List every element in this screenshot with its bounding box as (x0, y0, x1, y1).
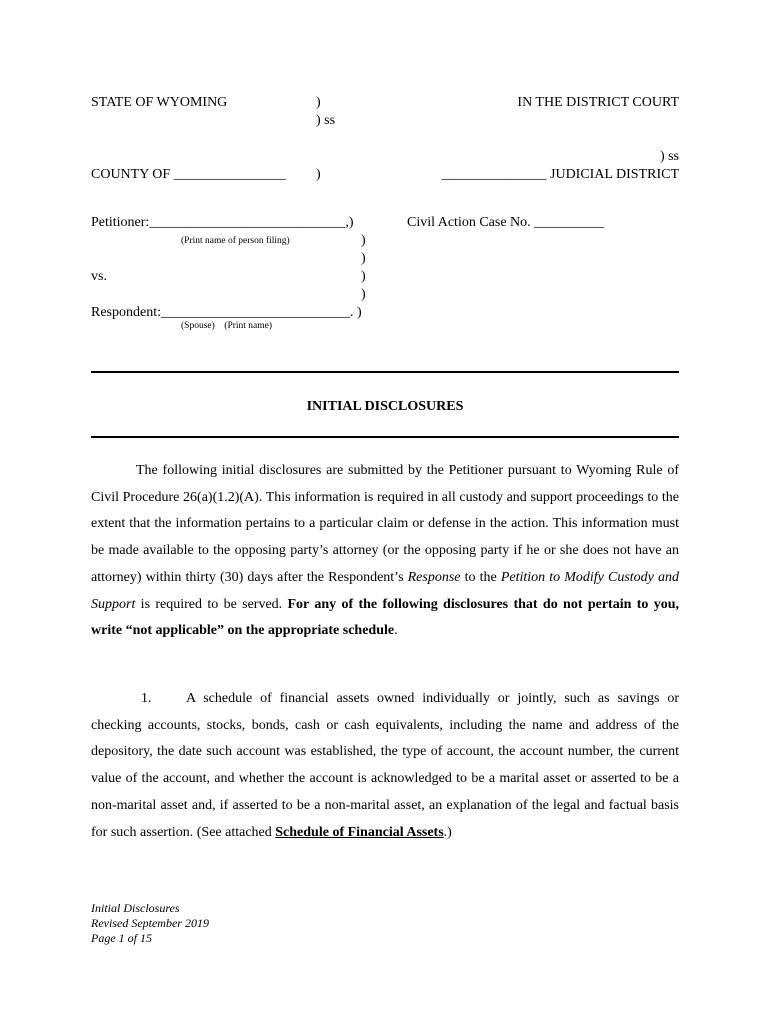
court-label: IN THE DISTRICT COURT (517, 95, 679, 110)
footer-page-number: Page 1 of 15 (91, 931, 152, 945)
footer-doc-name: Initial Disclosures (91, 901, 180, 915)
state-label: STATE OF WYOMING (91, 95, 228, 110)
item-1-end: .) (443, 824, 452, 840)
respondent-line: Respondent:___________________________. ) (91, 305, 362, 320)
footer-revision: Revised September 2019 (91, 916, 209, 930)
caption-paren: ) (361, 269, 366, 284)
item-1-paragraph (91, 686, 679, 846)
schedule-financial-assets-ref: Schedule of Financial Assets (275, 824, 444, 840)
item-1-text: A schedule of financial assets owned individually or jointly, such as savings or checking accounts, stocks, bonds, cash or cash equivalents, including the name and address of the depository, the date such account was established, the type of account, the account number, the current value of the account, and whether the account is acknowledged to be a marital asset or asserted to be a non-marital asset and, if asserted to be a non-marital asset, an explanation of the legal and factual basis for such assertion. (See attached (91, 691, 679, 840)
intro-paragraph (91, 458, 679, 645)
caption-paren: ) (316, 167, 321, 182)
page-footer (91, 901, 209, 946)
intro-response: Response (407, 569, 461, 585)
intro-text: The following initial disclosures are submitted by the Petitioner pursuant to Wyoming Rule of Civil Procedure 26(a)(1.2)(A). This information is required in all custody and support proceedings to the extent that the information pertains to a particular claim or defense in the action. This information must be made available to the opposing party’s attorney (or the opposing party if he or she does not have an attorney) within thirty (30) days after the Respondent’s (91, 463, 679, 585)
intro-end: . (394, 623, 398, 639)
respondent-note: (Spouse) (Print name) (181, 321, 273, 331)
top-rule (91, 371, 679, 373)
bottom-rule (91, 436, 679, 438)
judicial-district-label: _______________ JUDICIAL DISTRICT (441, 167, 679, 182)
document-title: INITIAL DISCLOSURES (306, 399, 464, 414)
intro-bold-instruction: For any of the following disclosures that do not pertain to you, write “not applicable” on the appropriate schedule (91, 596, 680, 639)
caption-ss: ) ss (659, 149, 679, 164)
caption-paren: ) (361, 287, 366, 302)
intro-after: is required to be served. (135, 596, 283, 612)
caption-paren: ) (361, 251, 366, 266)
intro-petition: Petition to Modify Custody and Support (91, 569, 679, 612)
caption-ss: ) ss (316, 113, 336, 128)
petitioner-note: (Print name of person filing) (181, 236, 290, 246)
case-number-label: Civil Action Case No. __________ (407, 215, 605, 230)
county-label: COUNTY OF ________________ (91, 167, 286, 182)
vs-label: vs. (91, 269, 107, 284)
caption-paren: ) (361, 233, 366, 248)
caption-paren: ) (316, 95, 321, 110)
intro-to-the: to the (460, 569, 501, 585)
item-1-number: 1. (141, 691, 152, 706)
petitioner-line: Petitioner:____________________________,) (91, 215, 354, 230)
